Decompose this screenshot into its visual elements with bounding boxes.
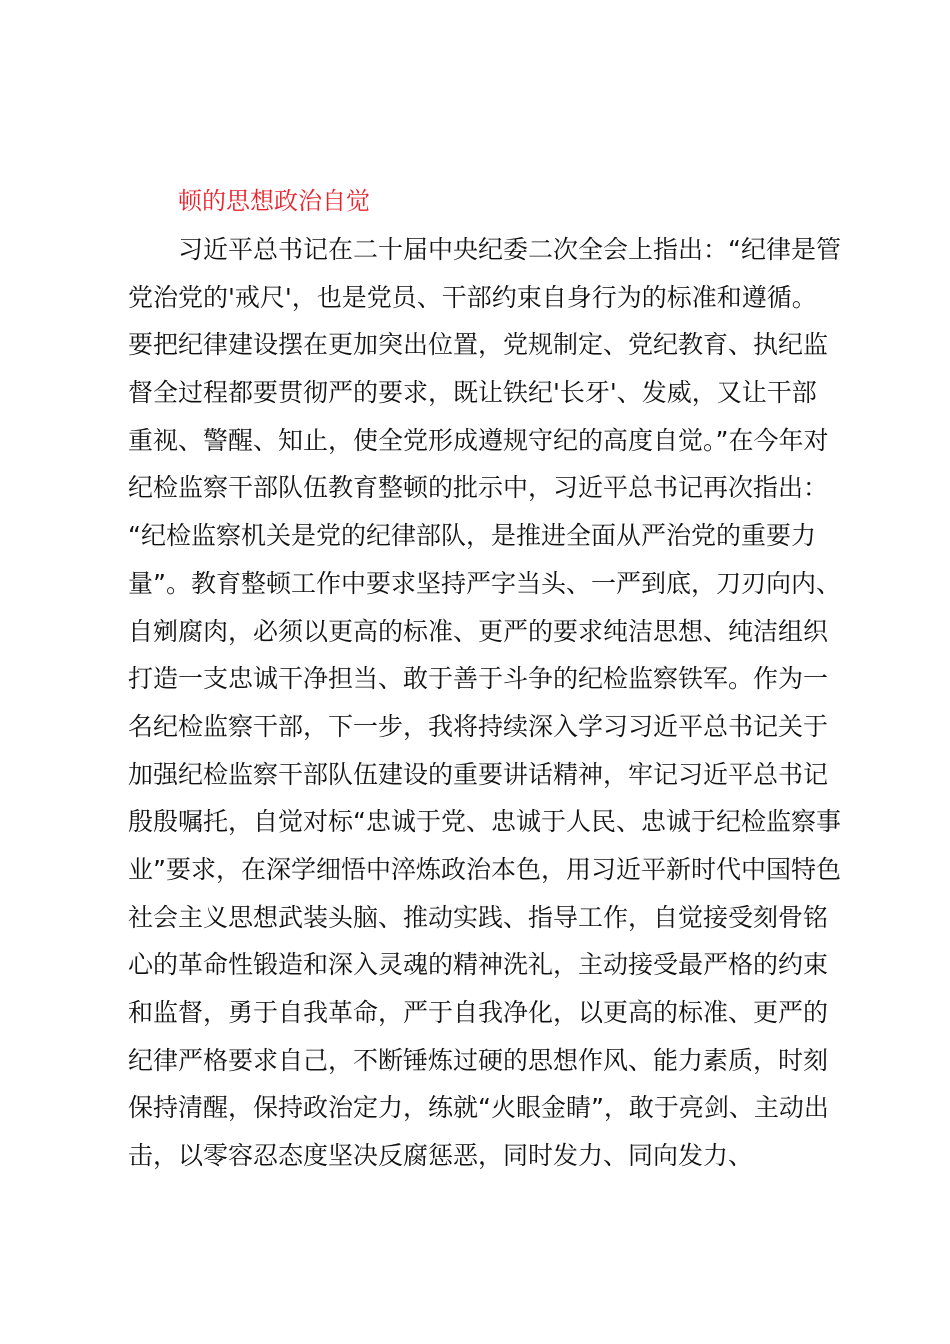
paragraph-line: 保持清醒，保持政治定力，练就“火眼金睛”，敢于亮剑、主动出 — [128, 1093, 829, 1123]
paragraph-line: 纪检监察干部队伍教育整顿的批示中，习近平总书记再次指出： — [128, 473, 829, 503]
paragraph-line: 督全过程都要贯彻严的要求，既让铁纪'长牙'、发威，又让干部 — [128, 378, 817, 408]
paragraph-line: 击，以零容忍态度坚决反腐惩恶，同时发力、同向发力、 — [128, 1141, 754, 1171]
paragraph-line: 自剜腐肉，必须以更高的标准、更严的要求纯洁思想、纯洁组织 — [128, 616, 829, 646]
paragraph-line: 习近平总书记在二十届中央纪委二次全会上指出：“纪律是管 — [178, 235, 841, 264]
paragraph-line: 打造一支忠诚干净担当、敢于善于斗争的纪检监察铁军。作为一 — [128, 664, 829, 694]
section-heading: 顿的思想政治自觉 — [178, 187, 370, 215]
paragraph-line: 殷殷嘱托，自觉对标“忠诚于党、忠诚于人民、忠诚于纪检监察事 — [128, 807, 841, 837]
paragraph-line: 量”。教育整顿工作中要求坚持严字当头、一严到底，刀刃向内、 — [128, 568, 841, 598]
paragraph-line: 和监督，勇于自我革命，严于自我净化，以更高的标准、更严的 — [128, 998, 829, 1027]
paragraph-line: 社会主义思想武装头脑、推动实践、指导工作，自觉接受刻骨铭 — [128, 902, 829, 932]
paragraph-line: 党治党的'戒尺'，也是党员、干部约束自身行为的标准和遵循。 — [128, 282, 817, 312]
paragraph-line: “纪检监察机关是党的纪律部队，是推进全面从严治党的重要力 — [128, 521, 816, 551]
paragraph-line: 加强纪检监察干部队伍建设的重要讲话精神，牢记习近平总书记 — [128, 759, 829, 789]
paragraph-line: 要把纪律建设摆在更加突出位置，党规制定、党纪教育、执纪监 — [128, 330, 829, 360]
body-paragraph — [128, 226, 858, 1180]
paragraph-line: 心的革命性锻造和深入灵魂的精神洗礼，主动接受最严格的约束 — [128, 950, 829, 980]
paragraph-line: 名纪检监察干部，下一步，我将持续深入学习习近平总书记关于 — [128, 711, 829, 741]
paragraph-line: 业”要求，在深学细悟中淬炼政治本色，用习近平新时代中国特色 — [128, 854, 841, 884]
paragraph-line: 重视、警醒、知止，使全党形成遵规守纪的高度自觉。”在今年对 — [128, 425, 829, 455]
paragraph-line: 纪律严格要求自己，不断锤炼过硬的思想作风、能力素质，时刻 — [128, 1045, 829, 1075]
